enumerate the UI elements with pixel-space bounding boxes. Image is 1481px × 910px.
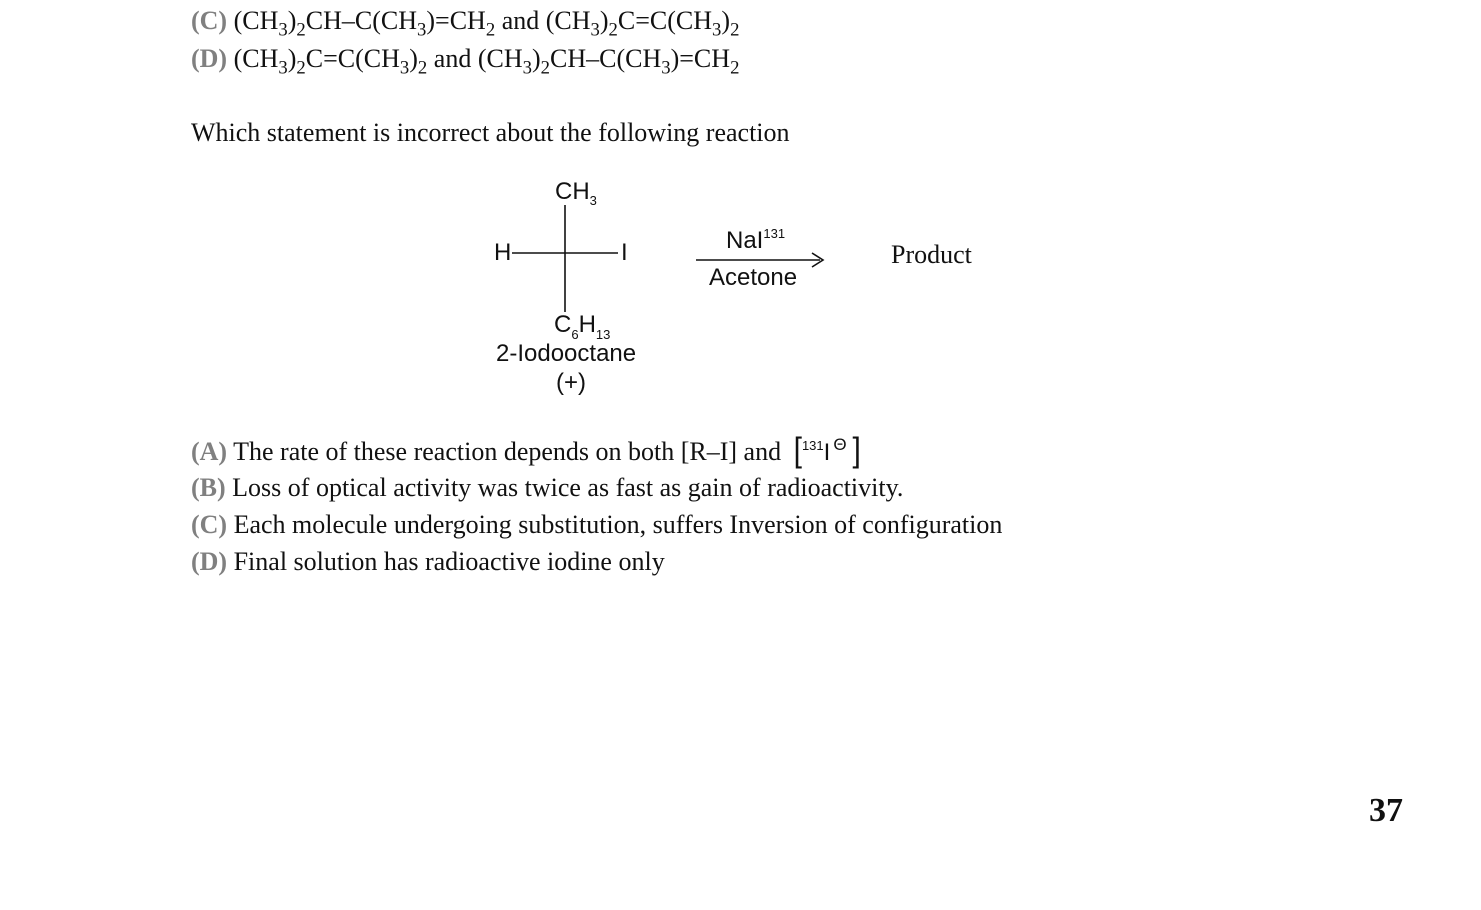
option-letter: (B) [191,473,226,502]
left-substituent: H [494,239,512,266]
option-c [191,510,1002,540]
optical-rotation: (+) [556,369,586,396]
option-letter: (D) [191,44,228,73]
option-letter: (C) [191,510,228,539]
reagent-label: NaI$^{131}$ [726,226,786,254]
top-substituent: $CH_3$ [555,178,597,208]
option-b [191,473,903,503]
right-substituent: I [621,239,628,266]
option-letter: (A) [191,437,228,466]
solvent-label: Acetone [709,264,798,291]
right-bracket: ] [852,431,861,470]
option-text: The rate of these reaction depends on both [R–I] and [233,437,782,466]
question-text: Which statement is incorrect about the following reaction [191,118,790,147]
left-bracket: [ [793,431,802,470]
option-letter: (C) [191,6,228,35]
option-letter: (D) [191,547,228,576]
bottom-substituent: $C_6H_{13}$ [554,311,611,342]
iodide-ion: [$^{131}$I $^\Theta$ ] [793,431,861,470]
page-number: 37 [1369,792,1403,829]
product-label: Product [891,240,972,269]
option-text: Final solution has radioactive iodine only [233,547,665,576]
option-text: Loss of optical activity was twice as fast as gain of radioactivity. [232,473,904,502]
formula-text: $(CH_3)_2CH-C(CH_3)=CH_2$ and $(CH_3)_2C=C(CH_3)_2$ [233,6,740,41]
compound-name: 2-Iodooctane [496,340,637,367]
option-a [191,430,861,468]
option-d [191,547,665,577]
formula-text: $(CH_3)_2C=C(CH_3)_2$ and $(CH_3)_2CH-C(CH_3)=CH_2$ [233,44,740,79]
option-text: Each molecule undergoing substitution, suffers Inversion of configuration [233,510,1003,539]
